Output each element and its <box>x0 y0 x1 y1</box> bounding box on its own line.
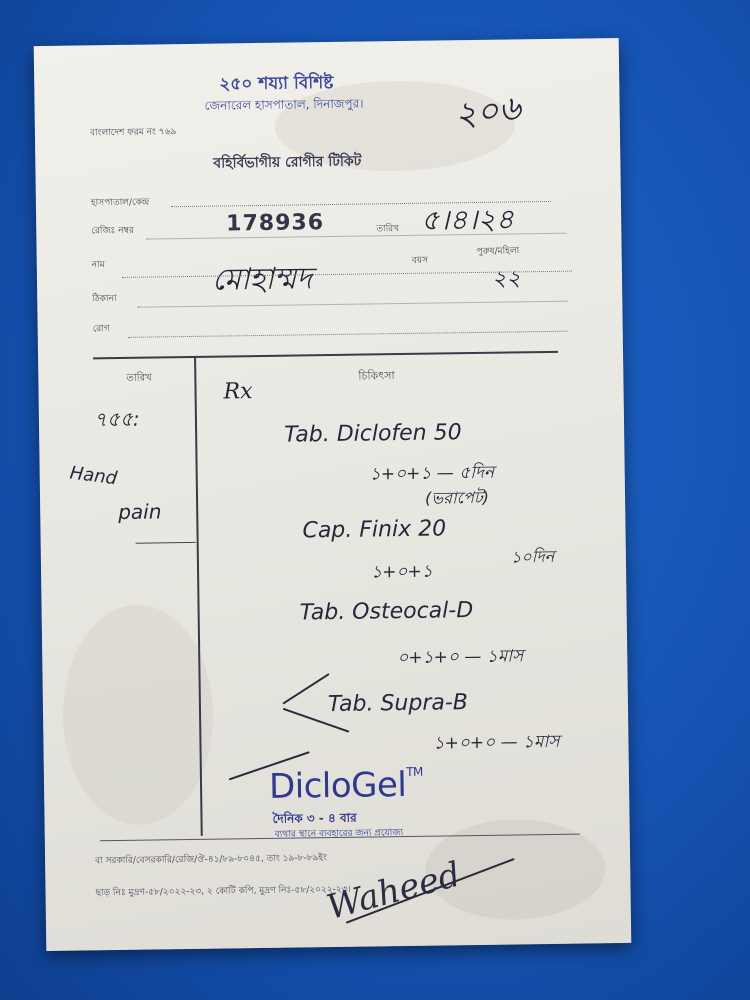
form-number: বাংলাদেশ ফরম নং ৭৬৯ <box>89 127 177 139</box>
date-value: ৫।৪।২৪ <box>420 202 515 237</box>
rx-symbol: Rx <box>223 379 253 405</box>
treatment-column-header: চিকিৎসা <box>358 369 395 383</box>
date-column-header: তারিখ <box>126 372 152 384</box>
name-label: নাম <box>91 260 105 271</box>
complaint-line-3: pain <box>118 499 162 524</box>
drug-3: Tab. Osteocal-D <box>299 598 474 626</box>
footer-line-2: ছাড় নিঃ মুদ্রণ-৫৮/২০২২-২৩, ২ কোটি কপি, মুদ্রণ নিঃ-৫৮/২০২২-২৩। <box>95 884 351 899</box>
register-label: রেজিঃ নম্বর <box>91 225 134 237</box>
complaint-line-2: Hand <box>68 462 119 490</box>
drug-1-dose: ১+০+১ — ৫দিন <box>369 462 495 485</box>
footer-line-1: বা সরকারি/বেসরকারি/রেজি/ঔ-৪১/৮৯-৮০৪৫, তাং ১৯-৮-৮৯ইং <box>95 853 327 867</box>
age-value: ২২ <box>491 266 521 292</box>
date-label: তারিখ <box>376 224 400 235</box>
drug-2-note: ১০দিন <box>510 546 555 567</box>
drug-4-dose: ১+০+০ — ১মাস <box>433 731 560 754</box>
patient-name: মোহাম্মদ <box>211 261 313 298</box>
ad-usage-sub: ব্যথার স্থানে ব্যবহারের জন্য প্রযোজ্য <box>274 828 404 840</box>
prescription-ticket <box>34 38 632 951</box>
gender-label: পুরুষ/মহিলা <box>476 246 520 257</box>
disease-label: রোগ <box>92 324 110 335</box>
drug-1-note: (ভরাপেট) <box>424 487 490 508</box>
address-label: ঠিকানা <box>92 293 117 305</box>
ticket-title: বহির্বিভাগীয় রোগীর টিকিট <box>213 153 362 172</box>
hospital-name: ২৫০ শয্যা বিশিষ্ট <box>219 72 334 95</box>
hospital-subtitle: জেনারেল হাসপাতাল, দিনাজপুর। <box>204 96 364 113</box>
drug-2: Cap. Finix 20 <box>302 516 447 544</box>
ad-usage: দৈনিক ৩ - ৪ বার <box>272 810 357 826</box>
doctor-signature: Waheed <box>322 854 465 928</box>
table-top-rule <box>93 351 558 359</box>
drug-4: Tab. Supra-B <box>327 690 469 718</box>
drug-1: Tab. Diclofen 50 <box>283 420 462 448</box>
trademark-mark: TM <box>406 764 423 779</box>
handwritten-corner-number: ২০৬ <box>452 88 523 136</box>
hospital-label: হাসপাতাল/কেন্দ্র <box>90 197 150 209</box>
drug-2-dose: ১+০+১ <box>370 561 433 583</box>
drug-3-dose: ০+১+০ — ১মাস <box>397 646 524 669</box>
brand-name: DicloGel <box>268 764 407 807</box>
register-number: 178936 <box>226 210 325 237</box>
diclogel-ad-brand <box>269 765 424 807</box>
age-label: বয়স <box>411 255 429 266</box>
complaint-line-1: ৭৫৫: <box>93 406 140 432</box>
